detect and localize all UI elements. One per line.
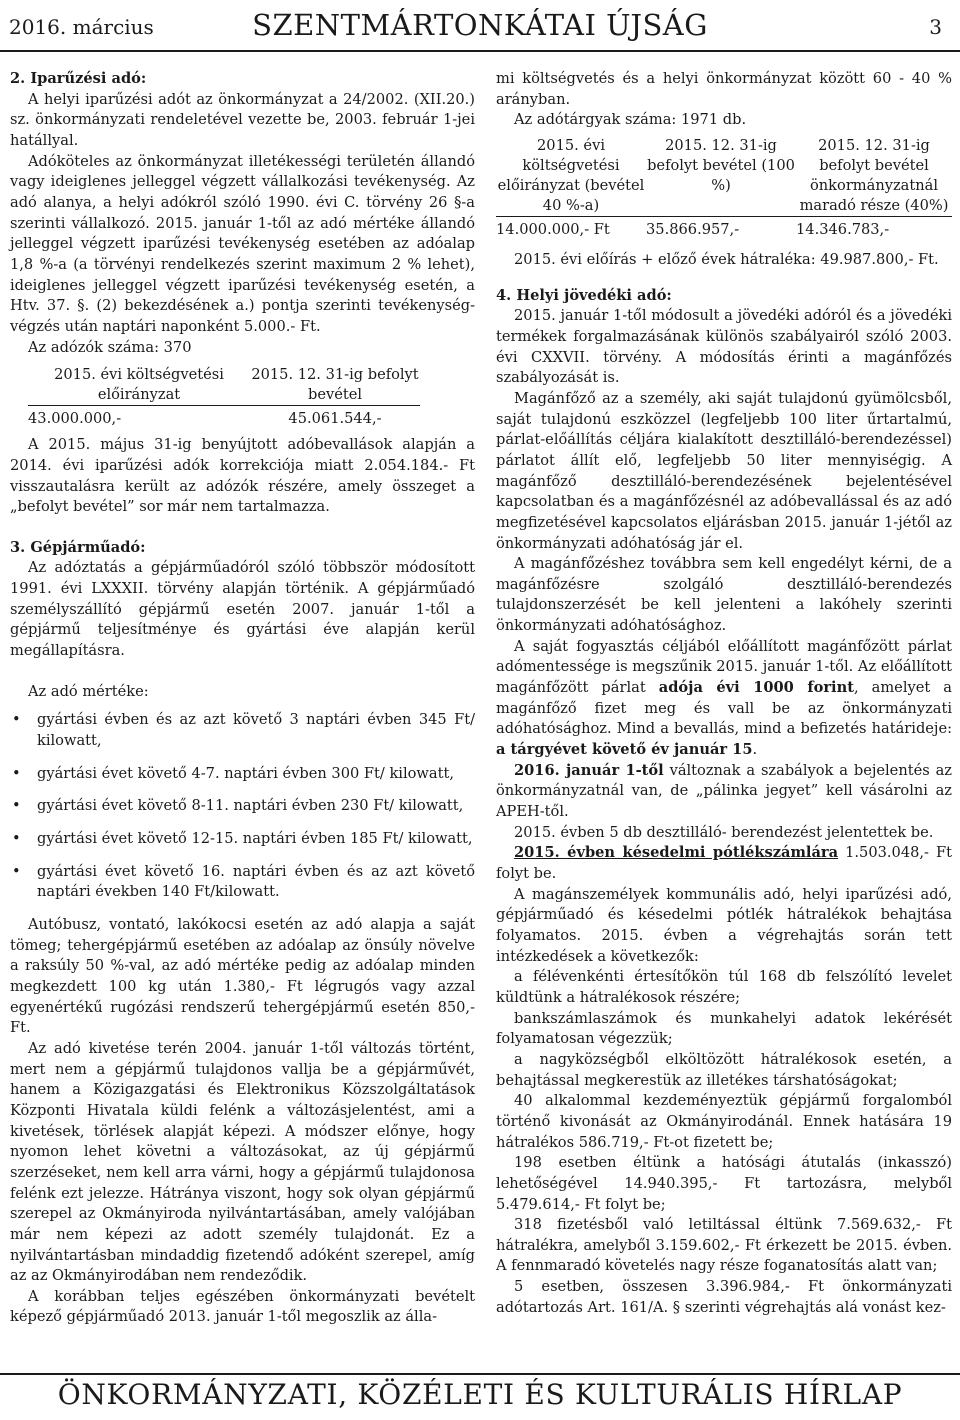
page-number: 3 (929, 15, 942, 39)
paragraph: A magánszemélyek kommunális adó, helyi iparűzési adó, gépjárműadó és késedelmi pótlék hátralékok behajtása folyamatos. 2015. évben a végrehajtás során tett intézkedések a következők: (496, 885, 952, 965)
table-header-cell: 2015. évi költségvetési előirányzat (54, 366, 224, 404)
text-run: 1.503.048,- Ft folyt be. (496, 844, 952, 882)
vehicle-tax-table (496, 136, 952, 240)
text-run: . (752, 741, 758, 759)
table-cell: 14.346.783,- (796, 216, 952, 240)
paragraph: A korábban teljes egészében önkormányzati bevételt képező gépjárműadó 2013. január 1-től megoszlik az álla- (10, 1287, 475, 1326)
table-cell: 43.000.000,- (28, 406, 250, 430)
left-column (10, 69, 475, 1328)
page-header (0, 0, 960, 58)
paragraph: Magánfőző az a személy, aki saját tulajdonú gyümölcsből, saját tulajdonú eszközzel (legfeljebb 100 liter űrtartalmú, párlat-előállítás céljára kialakított desztilláló-berendezéssel) párlatot állít elő, legfeljebb 50 liter mennyiségig. A magánfőző desztilláló-berendezésének bejelentésével kapcsolatban és a magánfőzésnél az adóbevallással és az adó megfizetésével kapcsolatos eljárásban 2015. január 1-jétől az önkormányzati adóhatóság jár el. (496, 389, 952, 552)
table-cell: 14.000.000,- Ft (496, 216, 646, 240)
paragraph: 2015. évben 5 db desztilláló- berendezést jelentettek be. (514, 823, 934, 841)
business-tax-table (28, 365, 420, 429)
tax-object-count: Az adótárgyak száma: 1971 db. (514, 111, 747, 129)
table-header-cell: 2015. évi költségvetési előirányzat (bevétel 40 %-a) (497, 136, 645, 214)
bold-text: a tárgyévet követő év január 15 (496, 741, 753, 759)
list-item: bankszámlaszámok és munkahelyi adatok lekérését folyamatosan végezzük; (496, 1009, 952, 1048)
newspaper-title: SZENTMÁRTONKÁTAI ÚJSÁG (252, 8, 708, 42)
footer-tagline: ÖNKORMÁNYZATI, KÖZÉLETI ÉS KULTURÁLIS HÍRLAP (57, 1378, 903, 1411)
table-header-cell: 2015. 12. 31-ig befolyt bevétel önkormányzatnál maradó része (40%) (799, 136, 949, 214)
footer-divider (0, 1373, 960, 1375)
text-run: változnak a szabályok a bejelentés az önkormányzatnál van, de „pálinka jegyet” kell vásárolni az APEH-től. (496, 761, 952, 821)
table-header-cell: 2015. 12. 31-ig befolyt bevétel (100 %) (647, 136, 795, 194)
table-header-cell: 2015. 12. 31-ig befolyt bevétel (251, 366, 419, 404)
paragraph (496, 637, 952, 761)
list-item: a nagyközségből elköltözött hátralékosok esetén, a behajtással megkerestük az illetékes társhatóságokat; (496, 1050, 952, 1089)
paragraph: A helyi iparűzési adót az önkormányzat a 24/2002. (XII.20.) sz. önkormányzati rendeletével vezette be, 2003. február 1-jei hatállyal. (10, 90, 475, 149)
list-item: • gyártási évet követő 4-7. naptári évben 300 Ft/ kilowatt, (10, 764, 475, 785)
table-cell: 35.866.957,- (646, 216, 796, 240)
list-item: • gyártási évet követő 12-15. naptári évben 185 Ft/ kilowatt, (10, 829, 475, 850)
paragraph: A 2015. május 31-ig benyújtott adóbevallások alapján a 2014. évi iparűzési adók korrekciója miatt 2.054.184.- Ft visszautalásra került az adózók részére, amely összeget a „befolyt bevétel” sor már nem tartalmazza. (10, 436, 475, 516)
issue-date: 2016. március (9, 15, 154, 39)
list-item: • gyártási évet követő 8-11. naptári évben 230 Ft/ kilowatt, (10, 796, 475, 817)
list-item: 5 esetben, összesen 3.396.984,- Ft önkormányzati adótartozás Art. 161/A. § szerinti végrehajtás alá vonást kez- (496, 1278, 952, 1316)
table-cell: 45.061.544,- (250, 406, 420, 430)
text-run: A saját fogyasztás céljából előállított magánfőzött párlat adómentessége is megszűnik 2015. január 1-től. Az előállított magánfőzött párlat (496, 637, 952, 697)
paragraph (496, 843, 952, 884)
taxpayer-count: Az adózók száma: 370 (28, 338, 192, 356)
paragraph (496, 761, 952, 823)
paragraph: A magánfőzéshez továbbra sem kell engedélyt kérni, de a magánfőzésre szolgáló desztilláló-berendezés tulajdonszerzését be kell jelenteni a lakóhely szerinti önkormányzati adóhatósághoz. (496, 555, 952, 635)
list-item: 318 fizetésből való letiltással éltünk 7.569.632,- Ft hátralékra, amelyből 3.159.602,- Ft érkezett be 2015. évben. A fennmaradó követelés nagy része foganatosítás alatt van; (496, 1216, 952, 1275)
bold-text: 2016. január 1-től (514, 761, 664, 779)
list-item: 198 esetben éltünk a hatósági átutalás (inkasszó) lehetőségével 14.940.395,- Ft tartozásra, melyből 5.479.614,- Ft folyt be; (496, 1154, 952, 1213)
paragraph: mi költségvetés és a helyi önkormányzat között 60 - 40 % arányban. (496, 70, 952, 108)
list-item: a félévenkénti értesítőkön túl 168 db felszólító levelet küldtünk a hátralékosok részére; (496, 968, 952, 1006)
paragraph: Az adóztatás a gépjárműadóról szóló többször módosított 1991. évi LXXXII. törvény alapján történik. A gépjárműadó személyszállító gépjármű esetén 2007. január 1-től a gépjármű teljesítménye és gyártási éve alapján kerül megállapításra. (10, 559, 475, 660)
paragraph: 2015. január 1-től módosult a jövedéki adóról és a jövedéki termékek forgalmazásának különös szabályairól szóló 2003. évi CXXVII. törvény. A módosítás érinti a magánfőzés szabályozását is. (496, 307, 952, 387)
list-item: • gyártási évet követő 16. naptári évben és az azt követő naptári években 140 Ft/kilowatt. (10, 862, 475, 903)
bold-text: adója évi 1000 forint (658, 679, 854, 697)
right-column (496, 69, 952, 1318)
paragraph: Az adó kivetése terén 2004. január 1-től változás történt, mert nem a gépjármű tulajdonos vallja be a gépjárművét, hanem a Közigazgatási és Elektronikus Közszolgáltatások Központi Hivatala küldi felénk a változásjelentést, ami a kivetések, törlések alapját képezi. A módszer előnye, hogy nyomon lehet követni a változásokat, az új gépjármű szerzéseket, nem kell arra várni, hogy a gépjármű tulajdonosa felénk ezt jelezze. Hátránya viszont, hogy sok olyan gépjármű szerepel az Okmányiroda nyilvántartásában, amely valójában már nem képezi az adott személy tulajdonát. Ez a nyilvántartásban mindaddig fizetendő adóként szerepel, amíg az az Okmányirodában nem rendeződik. (10, 1039, 475, 1285)
header-divider (0, 50, 960, 52)
list-item: 40 alkalommal kezdeményeztük gépjármű forgalomból történő kivonását az Okmányirodánál. Ennek hatására 19 hátralékos 586.719,- Ft-ot fizetett be; (496, 1092, 952, 1151)
list-item: • gyártási évben és az azt követő 3 naptári évben 345 Ft/ kilowatt, (10, 710, 475, 751)
paragraph: Autóbusz, vontató, lakókocsi esetén az adó alapja a saját tömeg; tehergépjármű esetében az adóalap az önsúly növelve a raksúly 50 %-val, az adó mértéke pedig az adóalap minden megkezdett 100 kg után 1.380,- Ft légrugós vagy azzal egyenértékű rugózási rendszerű tehergépjármű esetén 850,- Ft. (10, 916, 475, 1037)
paragraph: Adóköteles az önkormányzat illetékességi területén állandó vagy ideiglenes jelleggel végzett vállalkozási tevékenység. Az adó alanya, a helyi adókról szóló 1990. évi C. törvény 26 §-a szerinti vállalkozó. 2015. január 1-től az adó mértéke állandó jelleggel végzett iparűzési tevékenység esetében az adóalap 1,8 %-a (a törvényi rendelkezés szerint maximum 2 % lehet), ideiglenes jelleggel végzett iparűzési tevékenység esetén, a Htv. 37. §. (2) bekezdésének a.) pontja szerinti tevékenység-végzés után naptári naponként 5.000.- Ft. (10, 152, 475, 335)
underlined-bold-text: 2015. évben késedelmi pótlékszámlára (514, 844, 839, 862)
section-heading-vehicle-tax: 3. Gépjárműadó: (10, 538, 146, 556)
section-heading-business-tax: 2. Iparűzési adó: (10, 70, 147, 87)
section-heading-excise-tax: 4. Helyi jövedéki adó: (496, 286, 672, 304)
rate-label: Az adó mértéke: (28, 682, 149, 700)
arrears-line: 2015. évi előírás + előző évek hátraléka: 49.987.800,- Ft. (514, 250, 939, 268)
rate-list (10, 710, 475, 903)
text-run: , amelyet a magánfőző fizet meg és vall be az önkormányzati adóhatósághoz. Mind a bevallás, mind a befizetés határideje: (496, 679, 952, 738)
